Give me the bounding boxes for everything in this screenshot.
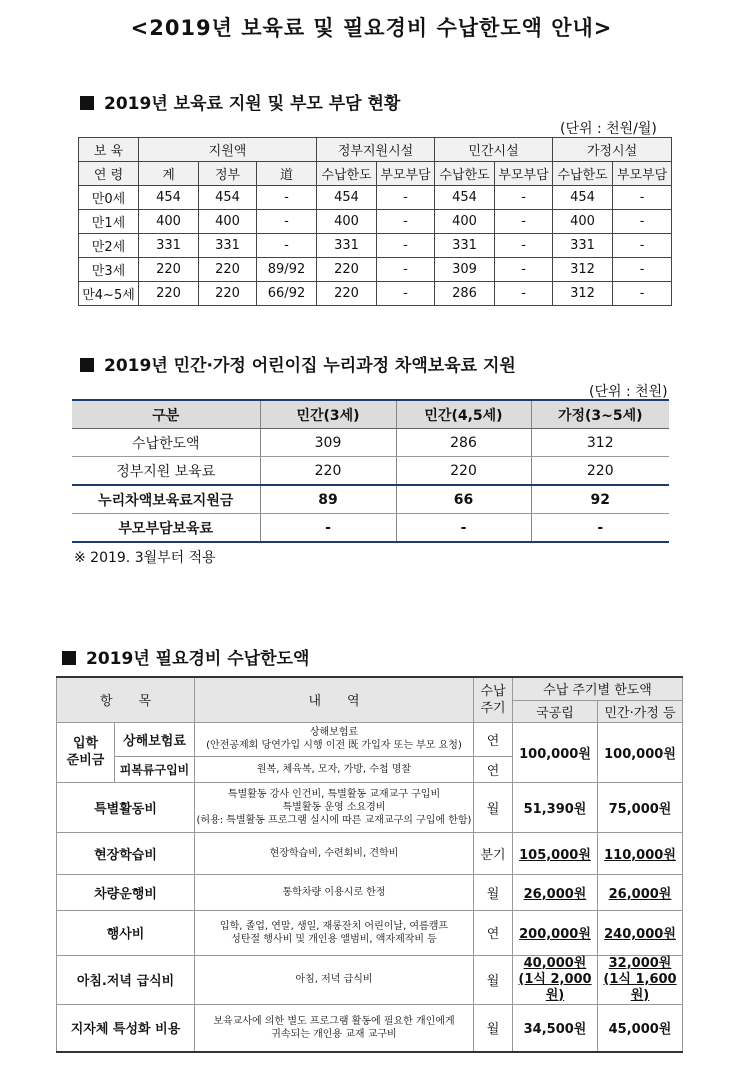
table-cell: - bbox=[495, 210, 553, 234]
vehicle-detail: 통학차량 이용시로 한정 bbox=[195, 874, 474, 910]
table-cell: 220 bbox=[199, 282, 257, 306]
field-trip-detail: 현장학습비, 수련회비, 견학비 bbox=[195, 832, 474, 874]
table-cell: 220 bbox=[317, 258, 377, 282]
local-special-cycle: 월 bbox=[474, 1004, 513, 1052]
section1-heading: 2019년 보육료 지원 및 부모 부담 현황 bbox=[80, 89, 400, 114]
limit-header: 수납한도 bbox=[435, 162, 495, 186]
total-header: 계 bbox=[139, 162, 199, 186]
support-header: 지원액 bbox=[139, 138, 317, 162]
table-cell: - bbox=[613, 258, 672, 282]
table-cell: 454 bbox=[317, 186, 377, 210]
table-cell: - bbox=[495, 186, 553, 210]
special-activity-label: 특별활동비 bbox=[57, 782, 195, 832]
special-activity-public: 51,390원 bbox=[513, 782, 598, 832]
table-cell: 454 bbox=[553, 186, 613, 210]
home-facility-header: 가정시설 bbox=[553, 138, 672, 162]
support-status-table bbox=[78, 137, 672, 306]
table-cell: 220 bbox=[396, 457, 531, 486]
clothing-detail: 원복, 체육복, 모자, 가방, 수첩 명찰 bbox=[195, 756, 474, 782]
table-cell: - bbox=[377, 258, 435, 282]
meal-detail: 아침, 저녁 급식비 bbox=[195, 955, 474, 1004]
table-cell: 400 bbox=[553, 210, 613, 234]
row-label: 누리차액보육료지원금 bbox=[72, 485, 260, 514]
table-cell: - bbox=[531, 514, 669, 543]
table-row bbox=[79, 210, 672, 234]
table-cell: 454 bbox=[139, 186, 199, 210]
square-bullet-icon bbox=[80, 96, 94, 110]
table-row bbox=[79, 234, 672, 258]
table-cell: 220 bbox=[139, 258, 199, 282]
table-cell: 220 bbox=[531, 457, 669, 486]
table-cell: 220 bbox=[317, 282, 377, 306]
province-header: 道 bbox=[257, 162, 317, 186]
section3-heading: 2019년 필요경비 수납한도액 bbox=[62, 644, 309, 669]
table-cell: - bbox=[377, 186, 435, 210]
private-home-header: 민간·가정 등 bbox=[598, 700, 683, 722]
public-header: 국공립 bbox=[513, 700, 598, 722]
field-trip-cycle: 분기 bbox=[474, 832, 513, 874]
table-cell: - bbox=[377, 282, 435, 306]
event-cycle: 연 bbox=[474, 910, 513, 955]
table-cell: 400 bbox=[199, 210, 257, 234]
table-cell: 89/92 bbox=[257, 258, 317, 282]
event-private: 240,000원 bbox=[598, 910, 683, 955]
field-trip-label: 현장학습비 bbox=[57, 832, 195, 874]
table-cell: - bbox=[257, 210, 317, 234]
row-label: 수납한도액 bbox=[72, 429, 260, 457]
special-activity-detail: 특별활동 강사 인건비, 특별활동 교재교구 구입비 특별활동 운영 소요경비 (허용: 특별활동 프로그램 실시에 따른 교재교구의 구입에 한함) bbox=[195, 782, 474, 832]
table-cell: - bbox=[257, 186, 317, 210]
event-detail: 입학, 졸업, 연말, 생일, 재롱잔치 어린이날, 여름캠프 성탄절 행사비 및 개인용 앨범비, 액자제작비 등 bbox=[195, 910, 474, 955]
entrance-public-amount: 100,000원 bbox=[513, 722, 598, 782]
table-cell: 331 bbox=[317, 234, 377, 258]
table-cell: - bbox=[377, 234, 435, 258]
table-cell: - bbox=[495, 258, 553, 282]
private-45-header: 민간(4,5세) bbox=[396, 400, 531, 429]
table-cell: - bbox=[613, 282, 672, 306]
limit-header: 수납 주기별 한도액 bbox=[513, 677, 683, 700]
section2-heading: 2019년 민간·가정 어린이집 누리과정 차액보육료 지원 bbox=[80, 351, 516, 376]
table-cell: 454 bbox=[199, 186, 257, 210]
apply-note: ※ 2019. 3월부터 적용 bbox=[74, 550, 216, 566]
special-activity-private: 75,000원 bbox=[598, 782, 683, 832]
local-special-private: 45,000원 bbox=[598, 1004, 683, 1052]
meal-private: 32,000원 (1식 1,600원) bbox=[598, 955, 683, 1004]
local-special-detail: 보육교사에 의한 별도 프로그램 활동에 필요한 개인에게 귀속되는 개인용 교재 교구비 bbox=[195, 1004, 474, 1052]
table-row bbox=[79, 282, 672, 306]
nuri-difference-table bbox=[72, 399, 669, 543]
table-row bbox=[79, 258, 672, 282]
page-title: <2019년 보육료 및 필요경비 수납한도액 안내> bbox=[130, 16, 613, 40]
category-header: 구분 bbox=[72, 400, 260, 429]
entrance-prep-label: 입학 준비금 bbox=[57, 722, 115, 782]
private-3-header: 민간(3세) bbox=[260, 400, 396, 429]
table-cell: 92 bbox=[531, 485, 669, 514]
age-label: 만2세 bbox=[79, 234, 139, 258]
table-cell: 220 bbox=[199, 258, 257, 282]
table-cell: 400 bbox=[317, 210, 377, 234]
event-label: 행사비 bbox=[57, 910, 195, 955]
clothing-label: 피복류구입비 bbox=[115, 756, 195, 782]
parent-header: 부모부담 bbox=[613, 162, 672, 186]
table-cell: - bbox=[495, 282, 553, 306]
insurance-detail: 상해보험료 (안전공제회 당연가입 시행 이전 既 가입자 또는 부모 요청) bbox=[195, 722, 474, 756]
meal-public: 40,000원 (1식 2,000원) bbox=[513, 955, 598, 1004]
necessary-expenses-table bbox=[56, 676, 683, 1053]
row-label: 정부지원 보육료 bbox=[72, 457, 260, 486]
age-header-1: 보 육 bbox=[79, 138, 139, 162]
row-label: 부모부담보육료 bbox=[72, 514, 260, 543]
special-activity-cycle: 월 bbox=[474, 782, 513, 832]
gov-header: 정부 bbox=[199, 162, 257, 186]
limit-header: 수납한도 bbox=[317, 162, 377, 186]
table-cell: - bbox=[396, 514, 531, 543]
table-cell: - bbox=[613, 186, 672, 210]
field-trip-public: 105,000원 bbox=[513, 832, 598, 874]
table-cell: 66 bbox=[396, 485, 531, 514]
vehicle-private: 26,000원 bbox=[598, 874, 683, 910]
vehicle-label: 차량운행비 bbox=[57, 874, 195, 910]
insurance-cycle: 연 bbox=[474, 722, 513, 756]
table-cell: 89 bbox=[260, 485, 396, 514]
table-cell: 309 bbox=[435, 258, 495, 282]
age-label: 만0세 bbox=[79, 186, 139, 210]
table-cell: - bbox=[257, 234, 317, 258]
local-special-label: 지자체 특성화 비용 bbox=[57, 1004, 195, 1052]
age-label: 만1세 bbox=[79, 210, 139, 234]
field-trip-private: 110,000원 bbox=[598, 832, 683, 874]
parent-header: 부모부담 bbox=[495, 162, 553, 186]
table-cell: - bbox=[377, 210, 435, 234]
table-cell: 309 bbox=[260, 429, 396, 457]
vehicle-cycle: 월 bbox=[474, 874, 513, 910]
gov-facility-header: 정부지원시설 bbox=[317, 138, 435, 162]
private-facility-header: 민간시설 bbox=[435, 138, 553, 162]
insurance-label: 상해보험료 bbox=[115, 722, 195, 756]
age-label: 만4~5세 bbox=[79, 282, 139, 306]
detail-header: 내 역 bbox=[195, 677, 474, 722]
meal-label: 아침.저녁 급식비 bbox=[57, 955, 195, 1004]
table-cell: - bbox=[495, 234, 553, 258]
square-bullet-icon bbox=[62, 651, 76, 665]
cycle-header: 수납 주기 bbox=[474, 677, 513, 722]
home-header: 가정(3~5세) bbox=[531, 400, 669, 429]
table-cell: 331 bbox=[435, 234, 495, 258]
item-header: 항 목 bbox=[57, 677, 195, 722]
entrance-private-amount: 100,000원 bbox=[598, 722, 683, 782]
table-cell: 312 bbox=[531, 429, 669, 457]
table-cell: - bbox=[613, 234, 672, 258]
square-bullet-icon bbox=[80, 358, 94, 372]
meal-cycle: 월 bbox=[474, 955, 513, 1004]
table-cell: 331 bbox=[199, 234, 257, 258]
age-header-2: 연 령 bbox=[79, 162, 139, 186]
local-special-public: 34,500원 bbox=[513, 1004, 598, 1052]
table-cell: - bbox=[260, 514, 396, 543]
table-cell: 286 bbox=[435, 282, 495, 306]
event-public: 200,000원 bbox=[513, 910, 598, 955]
table-row bbox=[79, 186, 672, 210]
age-label: 만3세 bbox=[79, 258, 139, 282]
section2-unit: (단위 : 천원) bbox=[589, 384, 668, 400]
vehicle-public: 26,000원 bbox=[513, 874, 598, 910]
clothing-cycle: 연 bbox=[474, 756, 513, 782]
table-cell: 66/92 bbox=[257, 282, 317, 306]
limit-header: 수납한도 bbox=[553, 162, 613, 186]
table-cell: 331 bbox=[139, 234, 199, 258]
table-cell: - bbox=[613, 210, 672, 234]
table-cell: 220 bbox=[260, 457, 396, 486]
parent-header: 부모부담 bbox=[377, 162, 435, 186]
table-cell: 400 bbox=[435, 210, 495, 234]
table-cell: 331 bbox=[553, 234, 613, 258]
table-cell: 312 bbox=[553, 282, 613, 306]
table-cell: 286 bbox=[396, 429, 531, 457]
section1-unit: (단위 : 천원/월) bbox=[560, 121, 657, 137]
table-cell: 220 bbox=[139, 282, 199, 306]
table-cell: 400 bbox=[139, 210, 199, 234]
table-cell: 454 bbox=[435, 186, 495, 210]
table-cell: 312 bbox=[553, 258, 613, 282]
